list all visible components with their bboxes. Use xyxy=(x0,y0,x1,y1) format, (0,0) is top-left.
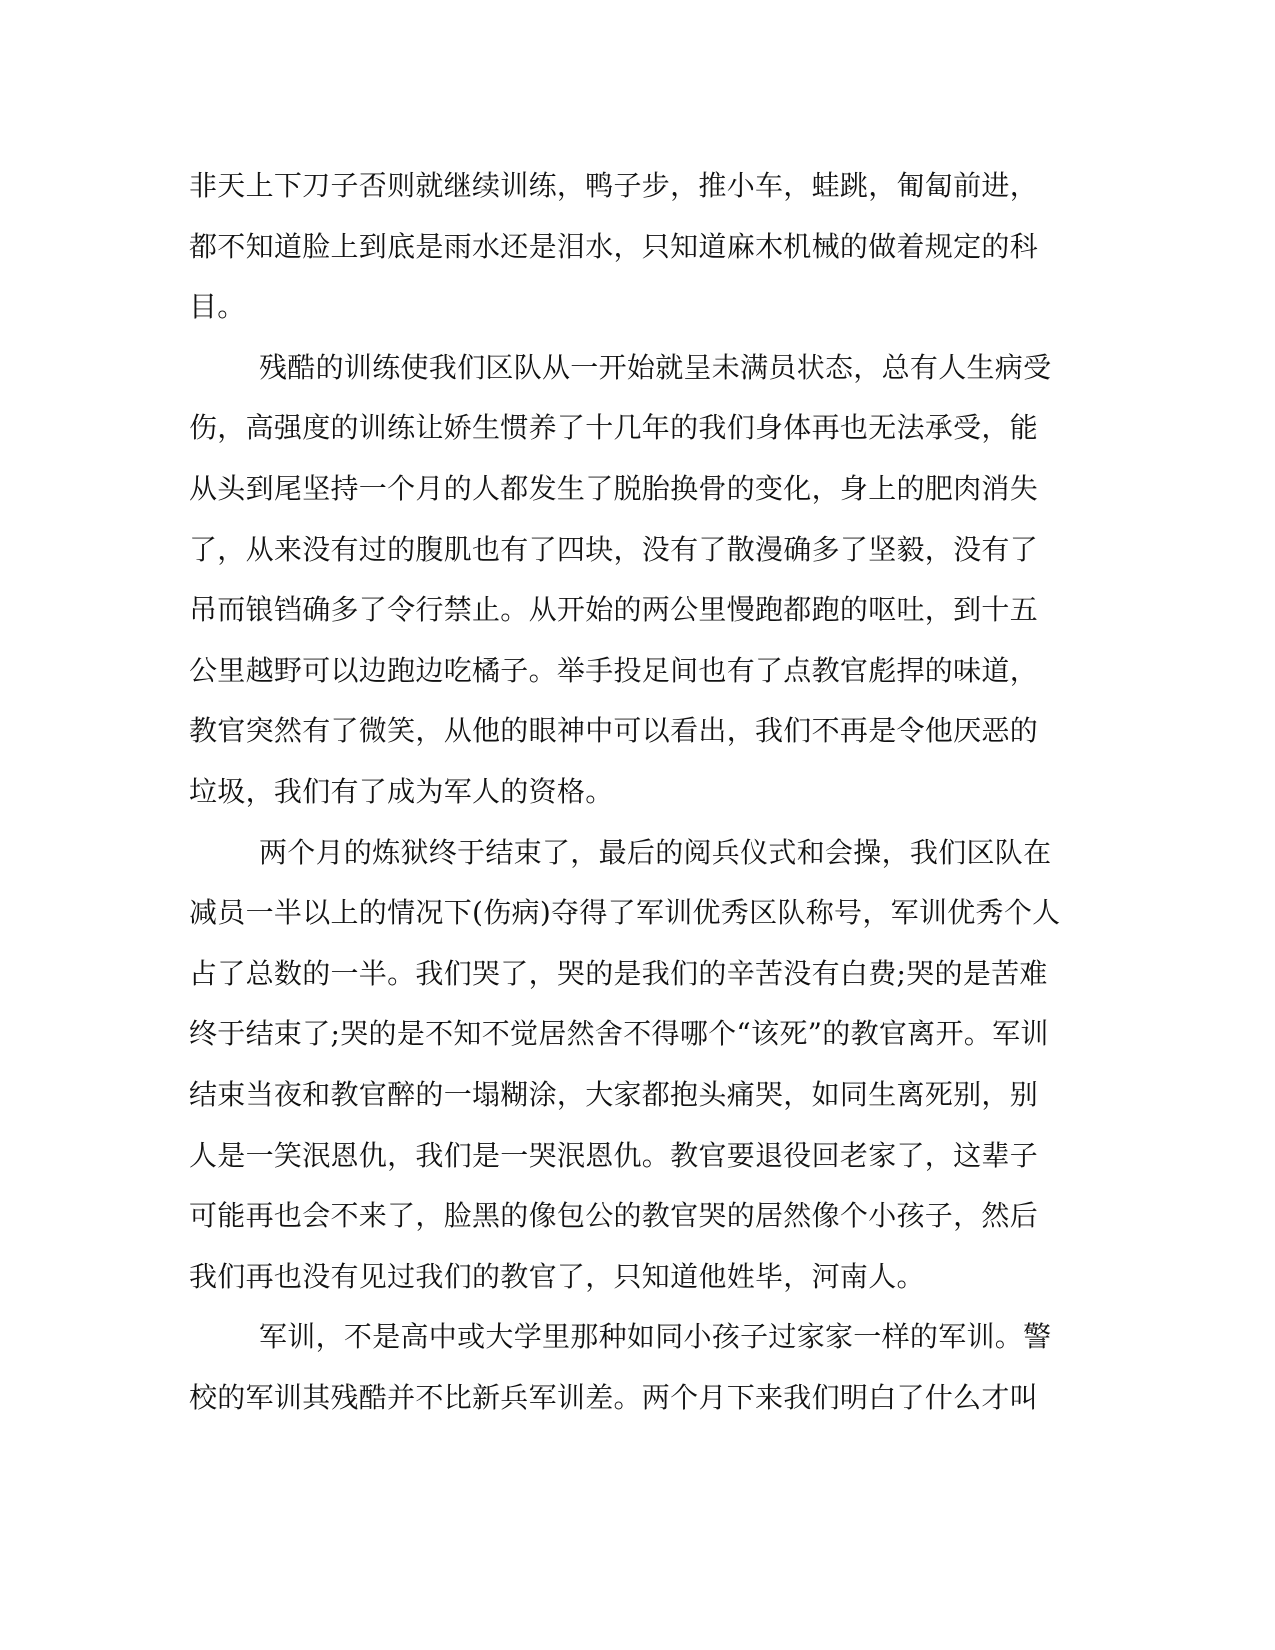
text-line: 伤，高强度的训练让娇生惯养了十几年的我们身体再也无法承受，能 xyxy=(189,411,1039,445)
text-line: 从头到尾坚持一个月的人都发生了脱胎换骨的变化，身上的肥肉消失 xyxy=(189,471,1039,505)
text-line: 非天上下刀子否则就继续训练，鸭子步，推小车，蛙跳，匍匐前进， xyxy=(189,169,1039,202)
text-line: 占了总数的一半。我们哭了，哭的是我们的辛苦没有白费;哭的是苦难 xyxy=(189,956,1048,990)
text-line: 可能再也会不来了，脸黑的像包公的教官哭的居然像个小孩子，然后 xyxy=(189,1199,1039,1233)
text-line: 都不知道脸上到底是雨水还是泪水，只知道麻木机械的做着规定的科 xyxy=(189,229,1039,263)
text-line: 校的军训其残酷并不比新兵军训差。两个月下来我们明白了什么才叫 xyxy=(189,1380,1039,1414)
text-line: 垃圾，我们有了成为军人的资格。 xyxy=(189,774,614,808)
text-line: 终于结束了;哭的是不知不觉居然舍不得哪个“该死”的教官离开。军训 xyxy=(189,1017,1049,1051)
text-line: 结束当夜和教官醉的一塌糊涂，大家都抱头痛哭，如同生离死别，别 xyxy=(189,1077,1039,1111)
text-line: 吊而锒铛确多了令行禁止。从开始的两公里慢跑都跑的呕吐，到十五 xyxy=(189,593,1039,627)
document-body xyxy=(189,156,1089,1428)
paragraph-start-line: 两个月的炼狱终于结束了，最后的阅兵仪式和会操，我们区队在 xyxy=(259,835,1052,869)
text-line: 了，从来没有过的腹肌也有了四块，没有了散漫确多了坚毅，没有了 xyxy=(189,532,1039,566)
text-line: 我们再也没有见过我们的教官了，只知道他姓毕，河南人。 xyxy=(189,1259,925,1293)
text-line: 教官突然有了微笑，从他的眼神中可以看出，我们不再是令他厌恶的 xyxy=(189,714,1039,748)
text-line: 公里越野可以边跑边吃橘子。举手投足间也有了点教官彪捍的味道， xyxy=(189,653,1039,687)
paragraph-start-line: 军训，不是高中或大学里那种如同小孩子过家家一样的军训。警 xyxy=(259,1320,1052,1354)
paragraph-start-line: 残酷的训练使我们区队从一开始就呈未满员状态，总有人生病受 xyxy=(259,350,1052,384)
text-line: 人是一笑泯恩仇，我们是一哭泯恩仇。教官要退役回老家了，这辈子 xyxy=(189,1138,1039,1172)
text-line: 减员一半以上的情况下(伤病)夺得了军训优秀区队称号，军训优秀个人 xyxy=(189,896,1061,930)
text-line: 目。 xyxy=(189,290,246,324)
